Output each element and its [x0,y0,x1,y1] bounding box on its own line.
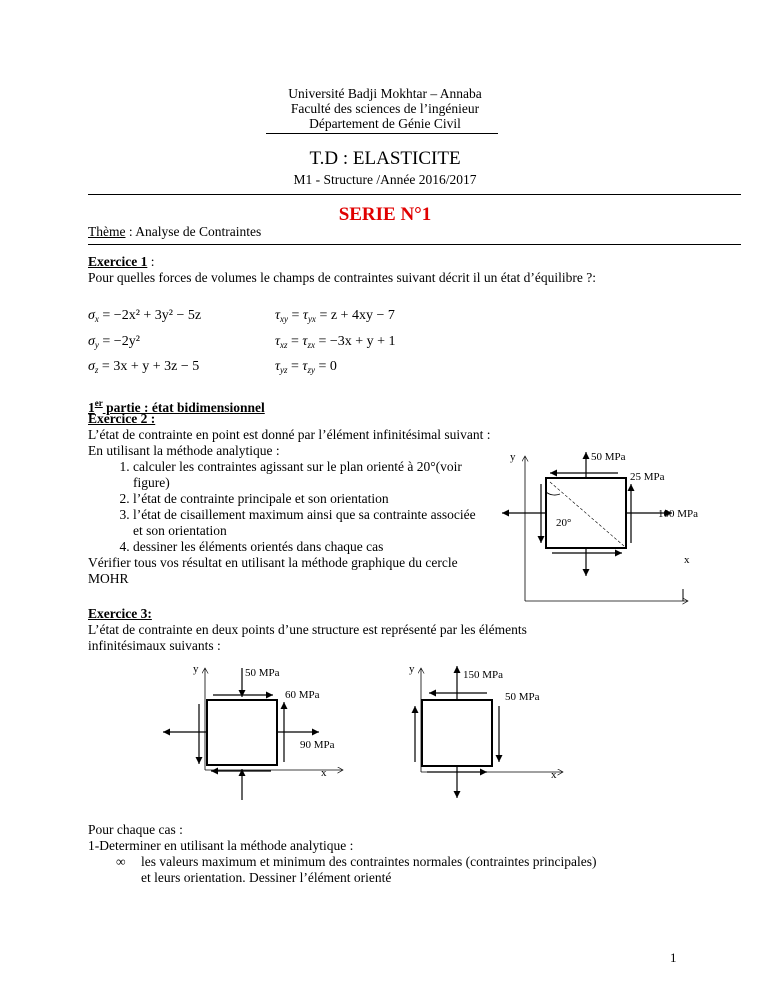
x-axis-label: x [321,767,327,779]
label-60mpa: 60 MPa [285,689,320,701]
label-50mpa: 50 MPa [245,667,280,679]
eq-tau-xz-rhs: = −3x + y + 1 [318,334,396,349]
ex2-line1: L’état de contrainte en point est donné par l’élément infinitésimal suivant : [88,427,491,442]
ex1-heading [88,254,155,270]
eq-tau-yz: $\tau_{yz} = \tau_{zy} = 0$ [275,359,337,375]
label-100mpa: 100 MPa [658,508,699,520]
top-rule [88,194,741,195]
angle-label: 20° [556,517,572,529]
ex2-list [88,459,478,587]
ex3-figure-b [395,660,595,805]
course-title: T.D : ELASTICITE [309,148,461,169]
bottom-item1: les valeurs maximum et minimum des contraintes normales (contraintes principales) [141,854,597,869]
ex2-title: Exercice 2 : [88,411,156,426]
ex2-item-4: 4. dessiner les éléments orientés dans chaque cas [133,539,478,555]
part1-num: 1 [88,400,95,415]
eq-sigma-z: $\sigma_z = 3x + y + 3z - 5$ [88,359,200,375]
part1-rest: partie : état bidimensionnel [102,400,265,415]
eq-tau-xz: $\tau_{xz} = \tau_{zx} = -3x + y + 1$ [275,334,396,350]
eq-sigma-z-rhs: = 3x + y + 3z − 5 [101,359,200,374]
theme-label: Thème [88,224,126,239]
faculty-name: Faculté des sciences de l’ingénieur [290,101,480,116]
inclined-plane [550,482,624,546]
ex2-item-2: 2. l’état de contrainte principale et son orientation [133,491,478,507]
department-name: Département de Génie Civil [309,116,461,131]
theme-rule [88,244,741,245]
part1-sup: er [94,398,103,408]
label-25mpa: 25 MPa [630,471,665,483]
page-number: 1 [670,950,677,965]
bottom-line2: 1-Determiner en utilisant la méthode analytique : [88,838,354,853]
eq-tau-xy-rhs: = z + 4xy − 7 [319,308,395,323]
eq-tau-xy: $\tau_{xy} = \tau_{yx} = z + 4xy - 7$ [275,308,395,324]
header-block [200,86,570,131]
stress-element [422,700,492,766]
label-150mpa: 150 MPa [463,669,504,681]
ex3-figure-a [155,660,355,805]
y-axis-label: y [409,663,415,675]
eq-sigma-x-rhs: = −2x² + 3y² − 5z [102,308,202,323]
y-axis-label: y [193,663,199,675]
y-axis-label: y [510,451,516,463]
ex2-item-3: 3. l’état de cisaillement maximum ainsi que sa contrainte associée et son orientation [133,507,478,539]
x-axis-label: x [551,769,557,781]
bottom-bullet: ∞ [116,854,126,869]
angle-arc [546,492,560,495]
university-name: Université Badji Mokhtar – Annaba [288,86,482,101]
bottom-item1b: et leurs orientation. Dessiner l’élément orienté [141,870,392,885]
ex2-line2: En utilisant la méthode analytique : [88,443,280,458]
label-50mpa: 50 MPa [591,451,626,463]
ex2-stress-element-figure [490,448,720,618]
theme-value: : Analyse de Contraintes [125,224,262,239]
ex2-verify: Vérifier tous vos résultat en utilisant la méthode graphique du cercle MOHR [88,555,458,586]
ex1-title: Exercice 1 [88,254,148,269]
theme-line [88,224,261,240]
header-divider [266,133,498,134]
eq-tau-yz-rhs: = 0 [318,359,337,374]
ex3-title: Exercice 3: [88,606,152,621]
label-50mpa: 50 MPa [505,691,540,703]
eq-sigma-y: $\sigma_y = -2y^2$ [88,334,140,350]
stress-element [207,700,277,765]
program-line: M1 - Structure /Année 2016/2017 [293,172,477,187]
bottom-line1: Pour chaque cas : [88,822,183,837]
ex1-colon: : [147,254,155,269]
label-90mpa: 90 MPa [300,739,335,751]
x-axis-label: x [684,554,690,566]
ex1-question: Pour quelles forces de volumes le champs de contraintes suivant décrit il un état d’équilibre ?: [88,270,596,285]
eq-sigma-y-rhs: = −2y² [102,334,140,349]
ex2-item-1: 1. calculer les contraintes agissant sur le plan orienté à 20°(voir figure) [133,459,478,491]
eq-sigma-x: $\sigma_x = -2x^2 + 3y^2 - 5z$ [88,308,202,324]
serie-title: SERIE N°1 [338,204,432,225]
ex3-line1: L’état de contrainte en deux points d’une structure est représenté par les éléments [88,622,527,637]
ex3-line2: infinitésimaux suivants : [88,638,221,653]
